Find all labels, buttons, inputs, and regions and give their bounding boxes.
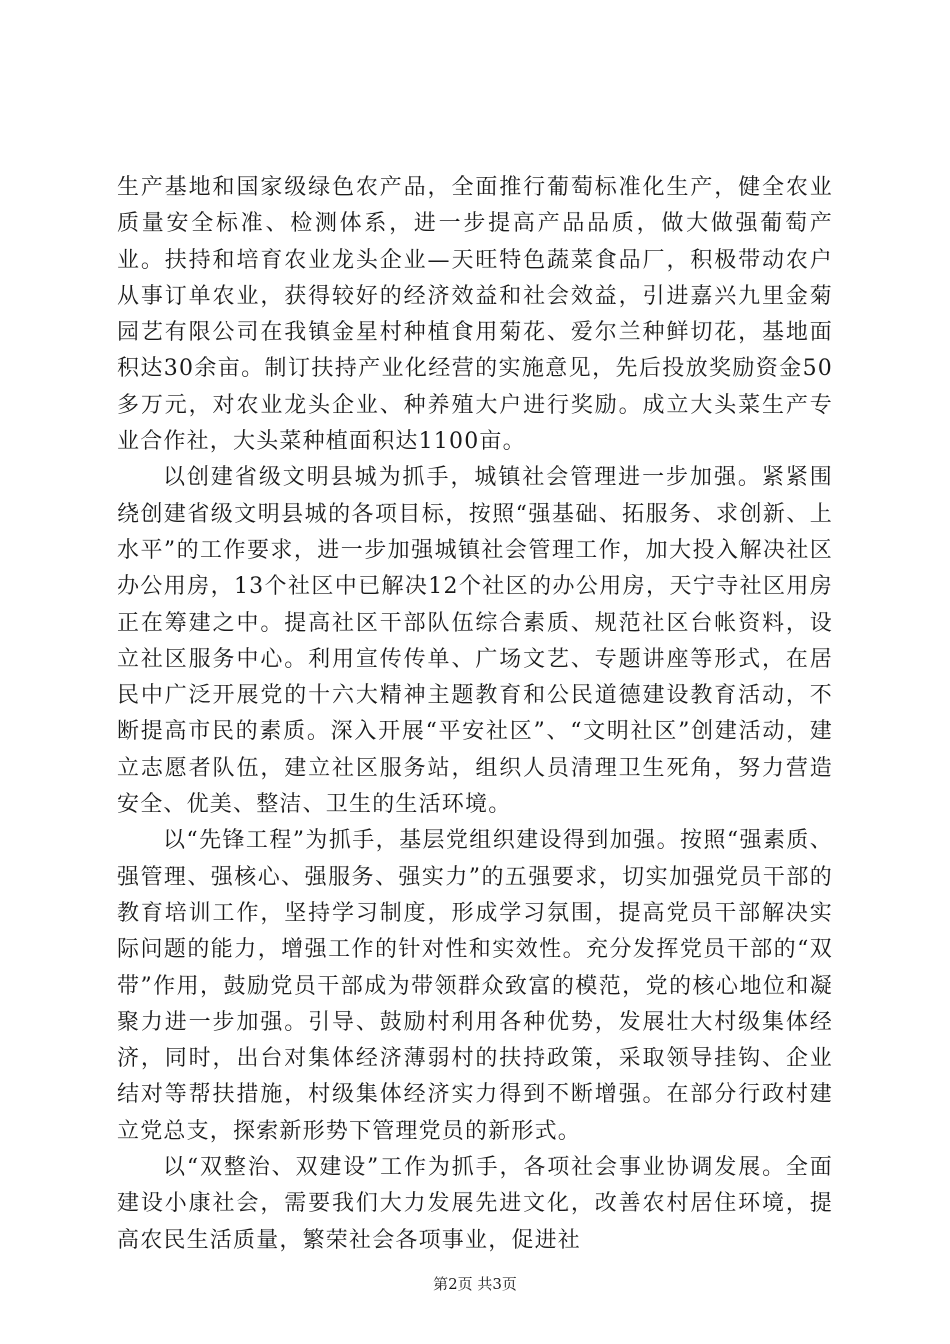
document-body bbox=[117, 170, 833, 1259]
paragraph-agriculture: 生产基地和国家级绿色农产品，全面推行葡萄标准化生产，健全农业质量安全标准、检测体系，进一步提高产品品质，做大做强葡萄产业。扶持和培育农业龙头企业—天旺特色蔬菜食品厂，积极带动农户从事订单农业，获得较好的经济效益和社会效益，引进嘉兴九里金菊园艺有限公司在我镇金星村种植食用菊花、爱尔兰种鲜切花，基地面积达30余亩。制订扶持产业化经营的实施意见，先后投放奖励资金50多万元，对农业龙头企业、种养殖大户进行奖励。成立大头菜生产专业合作社，大头菜种植面积达1100亩。 bbox=[117, 175, 833, 455]
page-number-footer: 第2页 共3页 bbox=[433, 1275, 517, 1293]
paragraph-social-affairs: 以“双整治、双建设”工作为抓手，各项社会事业协调发展。全面建设小康社会，需要我们大力发展先进文化，改善农村居住环境，提高农民生活质量，繁荣社会各项事业，促进社 bbox=[117, 1155, 833, 1253]
paragraph-civilized-county: 以创建省级文明县城为抓手，城镇社会管理进一步加强。紧紧围绕创建省级文明县城的各项目标，按照“强基础、拓服务、求创新、上水平”的工作要求，进一步加强城镇社会管理工作，加大投入解决社区办公用房，13个社区中已解决12个社区的办公用房，天宁寺社区用房正在筹建之中。提高社区干部队伍综合素质、规范社区台帐资料，设立社区服务中心。利用宣传传单、广场文艺、专题讲座等形式，在居民中广泛开展党的十六大精神主题教育和公民道德建设教育活动，不断提高市民的素质。深入开展“平安社区”、“文明社区”创建活动，建立志愿者队伍，建立社区服务站，组织人员清理卫生死角，努力营造安全、优美、整洁、卫生的生活环境。 bbox=[117, 465, 833, 818]
paragraph-vanguard-project: 以“先锋工程”为抓手，基层党组织建设得到加强。按照“强素质、强管理、强核心、强服务、强实力”的五强要求，切实加强党员干部的教育培训工作，坚持学习制度，形成学习氛围，提高党员干部解决实际问题的能力，增强工作的针对性和实效性。充分发挥党员干部的“双带”作用，鼓励党员干部成为带领群众致富的模范，党的核心地位和凝聚力进一步加强。引导、鼓励村利用各种优势，发展壮大村级集体经济，同时，出台对集体经济薄弱村的扶持政策，采取领导挂钩、企业结对等帮扶措施，村级集体经济实力得到不断增强。在部分行政村建立党总支，探索新形势下管理党员的新形式。 bbox=[117, 828, 833, 1144]
